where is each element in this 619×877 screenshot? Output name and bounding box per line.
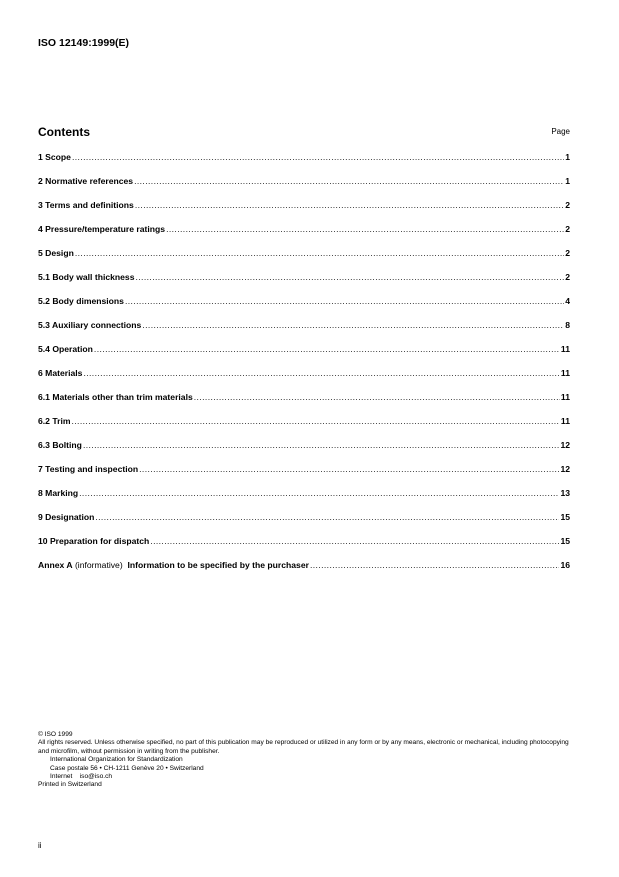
toc-entry-trim[interactable]: [38, 416, 570, 440]
toc-entry-scope[interactable]: [38, 152, 570, 176]
dot-leader: [142, 320, 564, 330]
toc-entry-page: 11: [560, 344, 570, 354]
table-of-contents: [38, 152, 570, 584]
toc-entry-title: 5 Design: [38, 248, 74, 258]
toc-entry-page: 13: [560, 488, 570, 498]
toc-entry-page: 15: [560, 536, 570, 546]
toc-entry-page: 11: [560, 392, 570, 402]
dot-leader: [125, 296, 564, 306]
toc-entry-terms-and-definitions[interactable]: [38, 200, 570, 224]
dot-leader: [194, 392, 560, 402]
toc-entry-title: 3 Terms and definitions: [38, 200, 134, 210]
postal-address: Case postale 56 • CH-1211 Genève 20 • Switzerland: [50, 764, 204, 772]
toc-entry-page: 16: [560, 560, 570, 570]
page-column-heading: Page: [551, 127, 570, 136]
toc-entry-body-dimensions[interactable]: [38, 296, 570, 320]
dot-leader: [135, 200, 564, 210]
dot-leader: [75, 248, 564, 258]
internet-line: [38, 773, 578, 781]
internet-label: Internet: [50, 773, 73, 781]
toc-entry-page: 2: [565, 224, 570, 234]
dot-leader: [83, 440, 560, 450]
dot-leader: [139, 464, 559, 474]
toc-entry-title: 6.2 Trim: [38, 416, 71, 426]
toc-entry-preparation-for-dispatch[interactable]: [38, 536, 570, 560]
toc-entry-marking[interactable]: [38, 488, 570, 512]
toc-entry-page: 11: [560, 368, 570, 378]
toc-entry-page: 8: [565, 320, 570, 330]
dot-leader: [310, 560, 559, 570]
page-number: ii: [38, 841, 42, 850]
toc-entry-materials-other-than-trim[interactable]: [38, 392, 570, 416]
toc-entry-page: 2: [565, 272, 570, 282]
annex-label: Annex A: [38, 560, 73, 570]
toc-entry-design[interactable]: [38, 248, 570, 272]
toc-entry-testing-and-inspection[interactable]: [38, 464, 570, 488]
toc-entry-title: 6.1 Materials other than trim materials: [38, 392, 193, 402]
dot-leader: [79, 488, 559, 498]
toc-entry-normative-references[interactable]: [38, 176, 570, 200]
dot-leader: [135, 272, 564, 282]
toc-entry-title: 5.2 Body dimensions: [38, 296, 124, 306]
dot-leader: [83, 368, 559, 378]
copyright-notice: [38, 731, 578, 790]
toc-entry-page: 1: [565, 152, 570, 162]
toc-entry-page: 2: [565, 200, 570, 210]
document-id: ISO 12149:1999(E): [38, 37, 130, 49]
toc-entry-title: 8 Marking: [38, 488, 79, 498]
annex-qualifier: (informative): [74, 560, 123, 570]
dot-leader: [166, 224, 564, 234]
toc-entry-title: 5.4 Operation: [38, 344, 93, 354]
toc-entry-page: 12: [560, 464, 570, 474]
toc-entry-designation[interactable]: [38, 512, 570, 536]
toc-entry-bolting[interactable]: [38, 440, 570, 464]
toc-entry-title: 1 Scope: [38, 152, 71, 162]
dot-leader: [94, 344, 560, 354]
toc-entry-page: 15: [560, 512, 570, 522]
toc-entry-page: 11: [560, 416, 570, 426]
toc-entry-title: 6 Materials: [38, 368, 83, 378]
annex-title: Information to be specified by the purchaser: [127, 560, 309, 570]
organization-name: International Organization for Standardization: [50, 756, 183, 764]
toc-entry-page: 12: [560, 440, 570, 450]
toc-entry-materials[interactable]: [38, 368, 570, 392]
printed-in: Printed in Switzerland: [38, 781, 102, 789]
dot-leader: [71, 416, 559, 426]
rights-statement: All rights reserved. Unless otherwise specified, no part of this publication may be reproduced or utilized in any form or by any means, electronic or mechanical, including photocopying and microfilm, without permission in writing from the publisher.: [38, 739, 569, 755]
copyright-line: © ISO 1999: [38, 731, 73, 738]
toc-entry-title: 10 Preparation for dispatch: [38, 536, 150, 546]
dot-leader: [72, 152, 564, 162]
toc-entry-title: 7 Testing and inspection: [38, 464, 139, 474]
toc-entry-page: 2: [565, 248, 570, 258]
toc-entry-title: 9 Designation: [38, 512, 95, 522]
toc-entry-title: 2 Normative references: [38, 176, 134, 186]
toc-entry-title: 5.3 Auxiliary connections: [38, 320, 142, 330]
contents-title: Contents: [38, 125, 90, 139]
toc-entry-title: 6.3 Bolting: [38, 440, 82, 450]
toc-entry-page: 4: [565, 296, 570, 306]
toc-entry-operation[interactable]: [38, 344, 570, 368]
toc-entry-pressure-temperature-ratings[interactable]: [38, 224, 570, 248]
dot-leader: [150, 536, 559, 546]
toc-entry-auxiliary-connections[interactable]: [38, 320, 570, 344]
toc-entry-body-wall-thickness[interactable]: [38, 272, 570, 296]
dot-leader: [95, 512, 559, 522]
dot-leader: [134, 176, 564, 186]
toc-entry-title: 5.1 Body wall thickness: [38, 272, 135, 282]
internet-address[interactable]: iso@iso.ch: [79, 773, 113, 781]
toc-entry-annex-a[interactable]: [38, 560, 570, 584]
toc-entry-page: 1: [565, 176, 570, 186]
toc-entry-title: 4 Pressure/temperature ratings: [38, 224, 166, 234]
